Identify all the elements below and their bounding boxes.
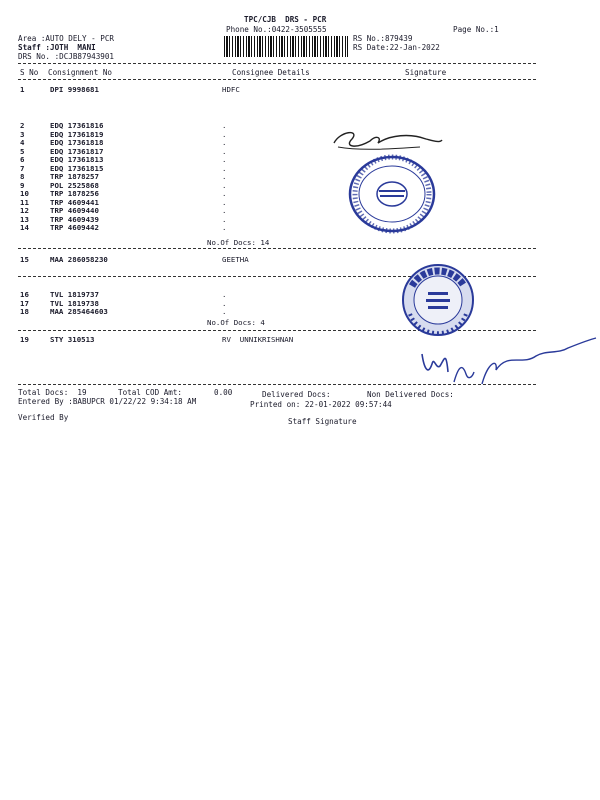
row-consignment-no: EDQ 17361817 [50,146,104,156]
drs-number: DRS No. :DCJB87943901 [18,52,115,61]
group-doc-count: No.Of Docs: 14 [207,238,270,247]
row-consignee: . [222,146,227,156]
page-number: Page No.:1 [453,25,499,34]
row-sno: 17 [20,298,29,308]
row-sno: 4 [20,138,25,147]
document-title: TPC/CJB DRS - PCR [244,15,327,24]
row-consignee: RV UNNIKRISHNAN [222,335,294,344]
entered-by: Entered By :BABUPCR 01/22/22 9:34:18 AM [18,397,197,406]
company-round-stamp [346,154,438,234]
row-consignment-no: STY 310513 [50,335,95,344]
rs-number: RS No.:879439 [353,34,413,43]
row-consignment-no: POL 2525868 [50,180,99,190]
group-doc-count: No.Of Docs: 4 [207,318,265,327]
delivered-docs: Delivered Docs: [262,390,331,399]
row-consignment-no: EDQ 17361819 [50,129,104,139]
row-consignment-no: TRP 4609442 [50,223,99,232]
row-consignee: . [222,138,227,147]
col-sno-header: S No [20,68,39,77]
row-sno: 19 [20,335,29,344]
signature-unnikrishnan [418,332,600,392]
row-sno: 1 [20,85,25,94]
total-docs: Total Docs: 19 [18,388,87,397]
row-consignment-no: MAA 285464603 [50,307,108,316]
row-consignee: GEETHA [222,255,249,264]
row-sno: 13 [20,214,29,224]
rs-date: RS Date:22-Jan-2022 [353,43,440,52]
non-delivered-docs: Non Delivered Docs: [367,390,454,399]
row-sno: 5 [20,146,25,156]
printed-on: Printed on: 22-01-2022 09:57:44 [250,400,392,409]
geetha-stamp [398,262,478,338]
row-consignee: . [222,180,227,190]
row-consignment-no: TRP 4609441 [50,197,99,207]
row-consignment-no: TRP 4609439 [50,214,99,224]
row-consignment-no: EDQ 17361815 [50,163,104,173]
staff-signature-label: Staff Signature [288,417,357,426]
signature-hdfc [330,125,445,157]
row-consignment-no: TVL 1819737 [50,290,99,299]
row-sno: 11 [20,197,29,207]
row-sno: 16 [20,290,29,299]
row-consignment-no: DPI 9998681 [50,85,99,94]
row-sno: 15 [20,255,29,264]
row-consignee: . [222,172,227,181]
row-consignee: . [222,206,227,215]
row-consignee: HDFC [222,85,240,94]
row-consignment-no: EDQ 17361818 [50,138,104,147]
col-signature-header: Signature [405,68,447,77]
total-cod-label: Total COD Amt: [118,388,183,397]
row-consignment-no: TVL 1819738 [50,298,99,308]
row-consignee: . [222,223,227,232]
row-consignee: . [222,189,227,198]
row-consignment-no: MAA 286058230 [50,255,108,264]
row-sno: 12 [20,206,29,215]
total-cod-value: 0.00 [214,388,233,397]
divider [18,248,536,249]
area-field: Area :AUTO DELY - PCR [18,34,115,43]
verified-by: Verified By [18,413,69,422]
divider [18,79,536,80]
row-sno: 2 [20,121,25,130]
phone-number: Phone No.:0422-3505555 [226,25,327,34]
barcode [224,36,348,57]
table-row [18,85,538,94]
row-consignment-no: TRP 4609440 [50,206,99,215]
row-consignee: . [222,155,227,164]
staff-field: Staff :JOTH MANI [18,43,96,52]
table-row [18,223,538,232]
col-consignee-header: Consignee Details [232,68,310,77]
row-consignment-no: TRP 1878257 [50,172,99,181]
row-consignee: . [222,307,227,316]
row-consignee: . [222,129,227,139]
row-consignee: . [222,121,227,130]
row-sno: 9 [20,180,25,190]
row-sno: 18 [20,307,29,316]
row-consignee: . [222,163,227,173]
row-sno: 3 [20,129,25,139]
row-consignee: . [222,298,227,308]
row-sno: 6 [20,155,25,164]
row-sno: 8 [20,172,25,181]
row-consignee: . [222,214,227,224]
row-consignee: . [222,290,227,299]
row-consignment-no: TRP 1878256 [50,189,99,198]
row-sno: 7 [20,163,25,173]
col-consignment-header: Consignment No [48,68,113,77]
row-consignment-no: EDQ 17361813 [50,155,104,164]
row-sno: 14 [20,223,29,232]
row-sno: 10 [20,189,29,198]
divider [18,63,536,64]
row-consignment-no: EDQ 17361816 [50,121,104,130]
row-consignee: . [222,197,227,207]
